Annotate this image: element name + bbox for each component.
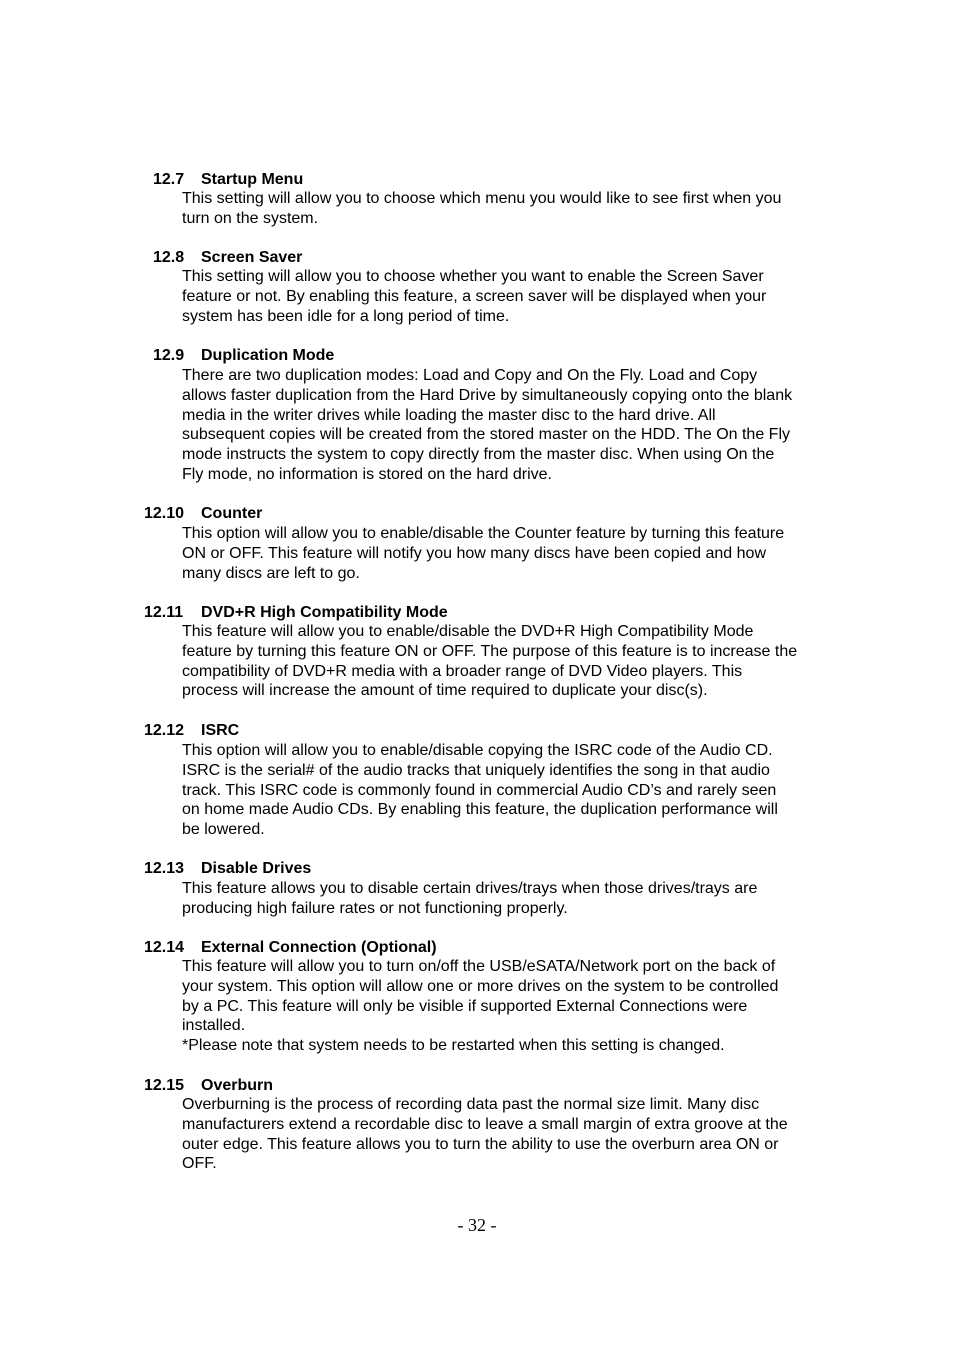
section-heading <box>153 248 303 268</box>
paragraph: This option will allow you to enable/disable copying the ISRC code of the Audio CD. ISRC is the serial# of the audio tracks that uniquely identifies the song in that audio track. This ISRC code is commonly found in commercial Audio CD’s and rarely seen on home made Audio CDs. By enabling this feature, the duplication performance will be lowered. <box>182 742 778 839</box>
section-heading <box>144 859 312 879</box>
section-body <box>182 622 847 701</box>
section-heading <box>144 938 437 958</box>
paragraph: This feature will allow you to enable/disable the DVD+R High Compatibility Mode feature by turning this feature ON or OFF. The purpose of this feature is to increase the compatibility of DVD+R media with a broader range of DVD Video players. This process will increase the amount of time required to duplicate your disc(s). <box>182 623 798 700</box>
section-heading <box>144 603 448 623</box>
section-title: DVD+R High Compatibility Mode <box>201 604 448 621</box>
section-body <box>182 1095 847 1174</box>
paragraph: Overburning is the process of recording data past the normal size limit. Many disc manufacturers extend a recordable disc to leave a small margin of extra groove at the outer edge. This feature allows you to turn the ability to use the overburn area ON or OFF. <box>182 1096 788 1173</box>
section-body <box>182 879 847 919</box>
section-title: Overburn <box>201 1077 274 1094</box>
page-number: - 32 - <box>457 1215 497 1235</box>
section-title: Counter <box>201 505 263 522</box>
section-number: 12.8 <box>153 249 185 266</box>
paragraph: This setting will allow you to choose which menu you would like to see first when you turn on the system. <box>182 190 782 227</box>
section-body <box>182 267 847 326</box>
section-number: 12.14 <box>144 939 185 956</box>
section-title: ISRC <box>201 722 240 739</box>
section-number: 12.10 <box>144 505 185 522</box>
section-number: 12.13 <box>144 860 185 877</box>
section-number: 12.11 <box>144 604 184 621</box>
section-heading <box>144 504 263 524</box>
note-paragraph: *Please note that system needs to be restarted when this setting is changed. <box>182 1037 725 1055</box>
section-body <box>182 189 847 229</box>
section-body <box>182 524 847 583</box>
section-number: 12.15 <box>144 1077 185 1094</box>
section-heading <box>153 170 304 190</box>
section-title: Disable Drives <box>201 860 312 877</box>
section-body <box>182 366 847 485</box>
section-title: External Connection (Optional) <box>201 939 437 956</box>
section-title: Duplication Mode <box>201 347 335 364</box>
section-number: 12.12 <box>144 722 185 739</box>
paragraph: This option will allow you to enable/disable the Counter feature by turning this feature ON or OFF. This feature will notify you how many discs have been copied and how many discs are left to go. <box>182 525 785 582</box>
section-body <box>182 957 847 1056</box>
paragraph: There are two duplication modes: Load and Copy and On the Fly. Load and Copy allows faster duplication from the Hard Drive by simultaneously copying onto the blank media in the writer drives while loading the master disc to the hard drive. All subsequent copies will be created from the stored master on the HDD. The On the Fly mode instructs the system to copy directly from the master disc. When using On the Fly mode, no information is stored on the hard drive. <box>182 367 793 483</box>
section-heading <box>144 1076 274 1096</box>
section-heading <box>144 721 240 741</box>
section-heading <box>153 346 335 366</box>
paragraph: This feature allows you to disable certain drives/trays when those drives/trays are producing high failure rates or not functioning properly. <box>182 880 758 917</box>
section-title: Startup Menu <box>201 171 304 188</box>
paragraph: This setting will allow you to choose whether you want to enable the Screen Saver feature or not. By enabling this feature, a screen saver will be displayed when your system has been idle for a long period of time. <box>182 268 767 325</box>
section-number: 12.7 <box>153 171 185 188</box>
section-number: 12.9 <box>153 347 185 364</box>
section-title: Screen Saver <box>201 249 303 266</box>
paragraph: This feature will allow you to turn on/off the USB/eSATA/Network port on the back of your system. This option will allow one or more drives on the system to be controlled by a PC. This feature will only be visible if supported External Connections were installed. <box>182 958 779 1035</box>
section-body <box>182 741 847 840</box>
